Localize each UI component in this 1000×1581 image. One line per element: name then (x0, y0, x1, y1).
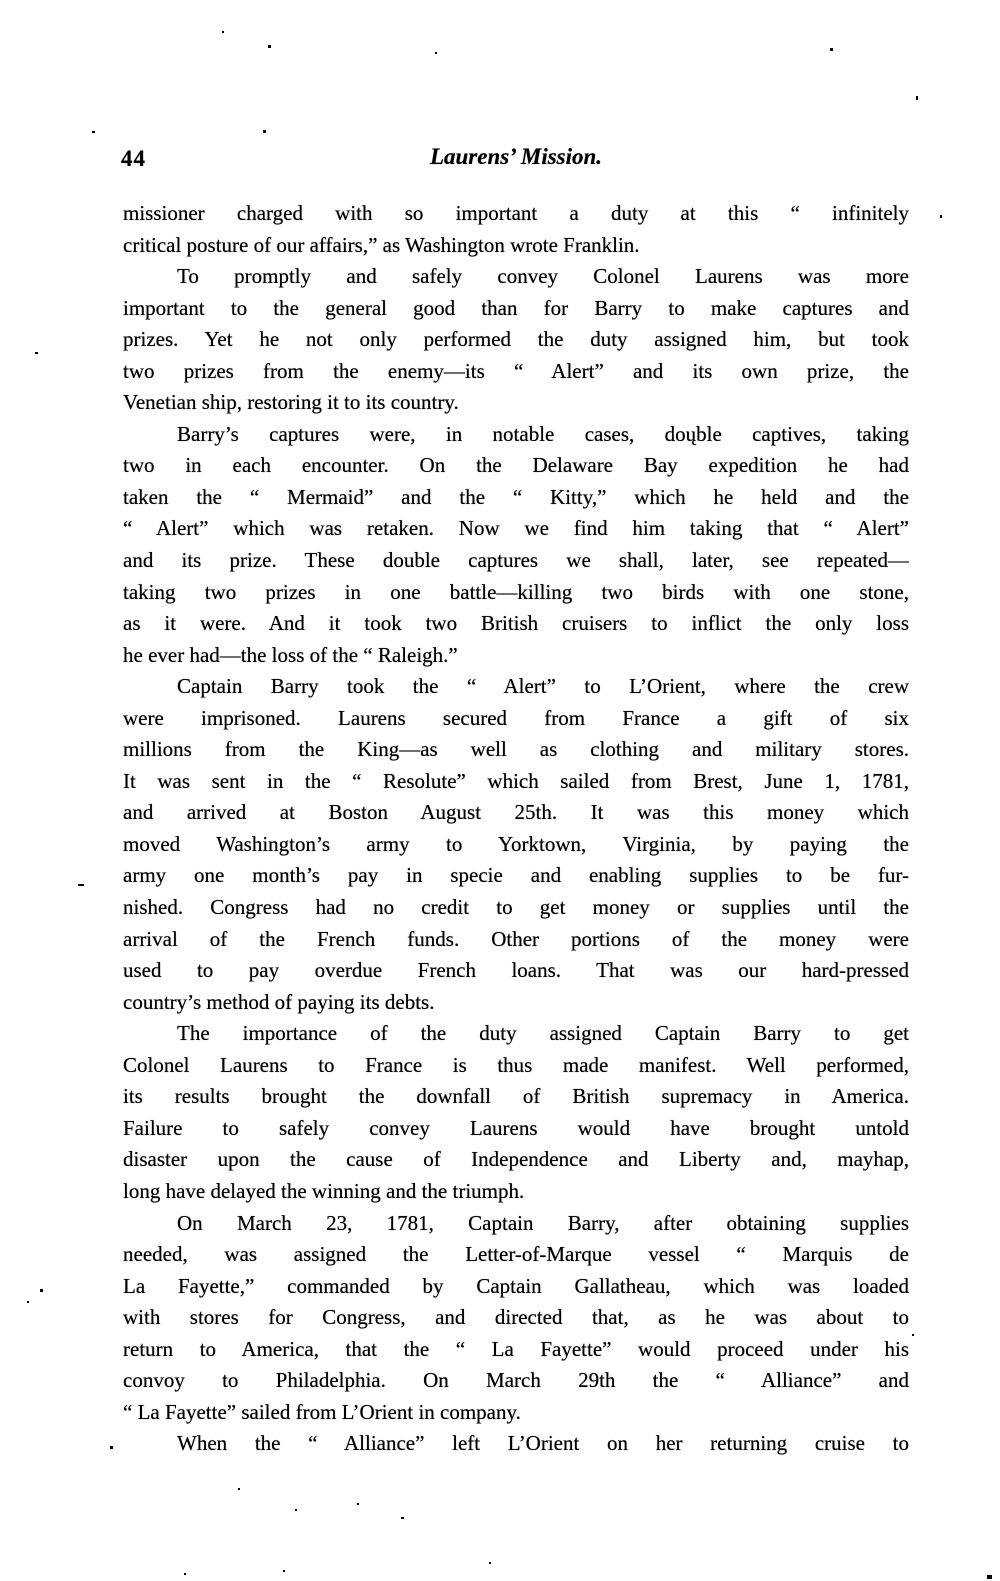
body-text (123, 198, 909, 1460)
text-line: return to America, that the “ La Fayette” would proceed under his (123, 1336, 909, 1361)
text-line: To promptly and safely convey Colonel Laurens was more (177, 264, 909, 289)
text-line: Captain Barry took the “ Alert” to L’Orient, where the crew (177, 674, 909, 699)
text-line: The importance of the duty assigned Captain Barry to get (177, 1021, 909, 1046)
text-line: When the “ Alliance” left L’Orient on her returning cruise to (177, 1431, 909, 1456)
text-line: were imprisoned. Laurens secured from France a gift of six (123, 705, 909, 730)
scan-speck (78, 884, 84, 886)
text-line: as it were. And it took two British cruisers to inflict the only loss (123, 611, 909, 636)
scan-speck (295, 1509, 297, 1511)
text-line: La Fayette,” commanded by Captain Gallatheau, which was loaded (123, 1273, 909, 1298)
scan-speck (27, 1301, 29, 1303)
text-line: critical posture of our affairs,” as Washington wrote Franklin. (123, 232, 640, 257)
text-line: millions from the King—as well as clothing and military stores. (123, 737, 909, 762)
scan-speck (916, 96, 918, 100)
text-line: prizes. Yet he not only performed the duty assigned him, but took (123, 327, 909, 352)
text-line: needed, was assigned the Letter-of-Marque vessel “ Marquis de (123, 1242, 909, 1267)
text-line: disaster upon the cause of Independence and Liberty and, mayhap, (123, 1147, 909, 1172)
text-line: with stores for Congress, and directed that, as he was about to (123, 1305, 909, 1330)
text-line: It was sent in the “ Resolute” which sailed from Brest, June 1, 1781, (123, 768, 909, 793)
text-line: Venetian ship, restoring it to its country. (123, 390, 459, 415)
scan-speck (110, 1446, 113, 1449)
scan-speck (401, 1517, 404, 1519)
text-line: Failure to safely convey Laurens would have brought untold (123, 1115, 909, 1140)
text-line: and arrived at Boston August 25th. It was this money which (123, 800, 909, 825)
text-line: used to pay overdue French loans. That was our hard-pressed (123, 958, 909, 983)
scan-speck (35, 352, 38, 354)
scan-speck (357, 1503, 359, 1505)
text-line: important to the general good than for Barry to make captures and (123, 295, 909, 320)
text-line: On March 23, 1781, Captain Barry, after obtaining supplies (177, 1210, 909, 1235)
text-line: missioner charged with so important a duty at this “ infinitely (123, 201, 909, 225)
text-line: convoy to Philadelphia. On March 29th the “ Alliance” and (123, 1368, 909, 1393)
text-line: its results brought the downfall of British supremacy in America. (123, 1084, 909, 1109)
scan-speck (912, 1334, 914, 1336)
scan-speck (40, 1289, 43, 1292)
scan-speck (940, 215, 942, 218)
text-line: two in each encounter. On the Delaware Bay expedition he had (123, 453, 909, 478)
text-line: taking two prizes in one battle—killing two birds with one stone, (123, 579, 909, 604)
scan-speck (184, 1573, 186, 1575)
text-line: country’s method of paying its debts. (123, 989, 435, 1014)
text-line: nished. Congress had no credit to get money or supplies until the (123, 895, 909, 920)
text-line: and its prize. These double captures we shall, later, see repeated— (123, 548, 909, 573)
text-line: army one month’s pay in specie and enabling supplies to be fur- (123, 863, 909, 888)
scan-speck (830, 48, 833, 51)
scan-speck (92, 131, 95, 133)
scan-speck (268, 45, 271, 48)
scan-speck (238, 1488, 240, 1490)
scan-speck (987, 1575, 992, 1579)
text-line: arrival of the French funds. Other portions of the money were (123, 926, 909, 951)
text-line: Colonel Laurens to France is thus made manifest. Well performed, (123, 1052, 909, 1077)
text-line: moved Washington’s army to Yorktown, Virginia, by paying the (123, 831, 909, 856)
scan-speck (435, 52, 437, 54)
scan-speck (283, 1570, 285, 1572)
text-line: he ever had—the loss of the “ Raleigh.” (123, 642, 458, 667)
text-line: “ Alert” which was retaken. Now we find him taking that “ Alert” (123, 516, 909, 541)
text-line: “ La Fayette” sailed from L’Orient in company. (123, 1399, 521, 1424)
page-number: 44 (121, 146, 146, 171)
text-line: taken the “ Mermaid” and the “ Kitty,” which he held and the (123, 484, 909, 509)
text-line: long have delayed the winning and the triumph. (123, 1178, 525, 1203)
scan-speck (222, 31, 224, 33)
scan-speck (263, 130, 266, 133)
text-line: Barry’s captures were, in notable cases, doųble captives, taking (177, 421, 909, 446)
scan-speck (489, 1562, 491, 1564)
text-line: two prizes from the enemy—its “ Alert” and its own prize, the (123, 358, 909, 383)
running-title: Laurens’ Mission. (429, 144, 603, 169)
